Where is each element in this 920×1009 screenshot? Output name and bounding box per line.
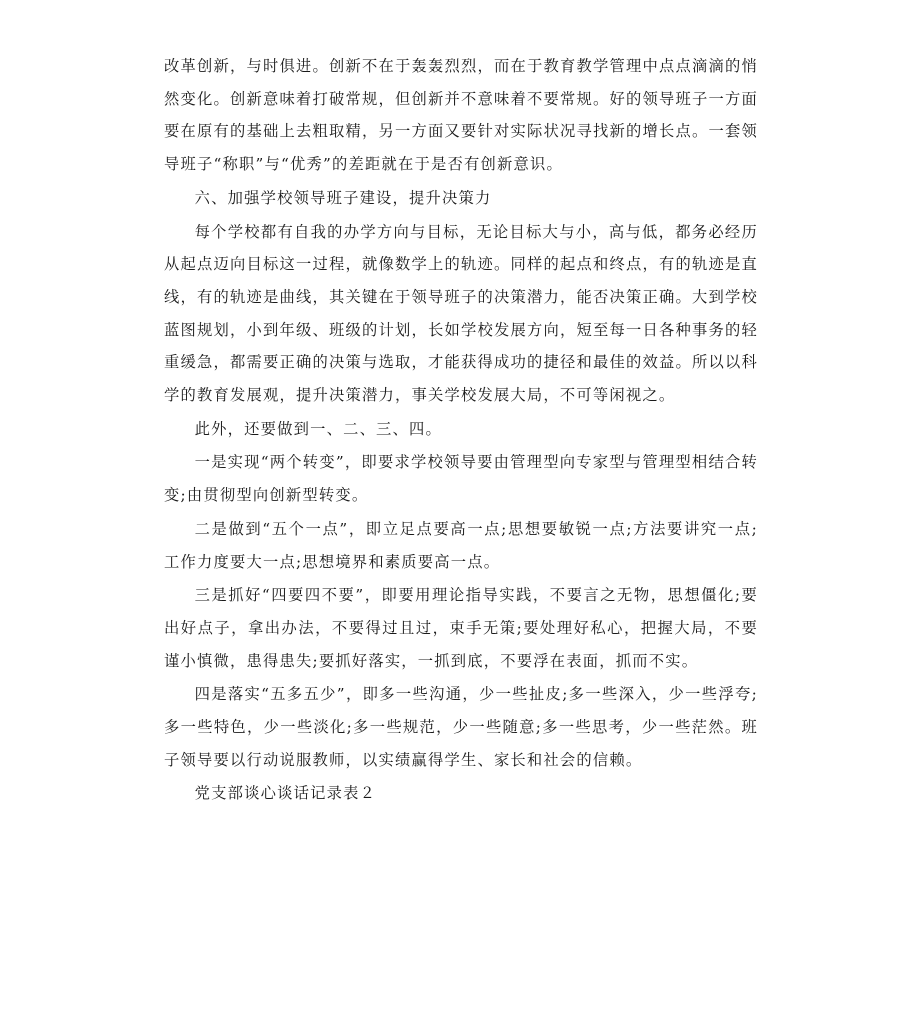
paragraph-point-three: 三是抓好“四要四不要”，即要用理论指导实践，不要言之无物，思想僵化;要出好点子，拿出办法，不要得过且过，束手无策;要处理好私心，把握大局，不要谨小慎微，患得患失;要抓好落实，一抓到底，不要浮在表面，抓而不实。 [164,586,758,670]
paragraph-decision: 每个学校都有自我的办学方向与目标，无论目标大与小，高与低，都务必经历从起点迈向目标这一过程，就像数学上的轨迹。同样的起点和终点，有的轨迹是直线，有的轨迹是曲线，其关键在于领导班子的决策潜力，能否决策正确。大到学校蓝图规划，小到年级、班级的计划，长如学校发展方向，短至每一日各种事务的轻重缓急，都需要正确的决策与选取，才能获得成功的捷径和最佳的效益。所以以科学的教育发展观，提升决策潜力，事关学校发展大局，不可等闲视之。 [164,222,758,405]
paragraph-point-one: 一是实现“两个转变”，即要求学校领导要由管理型向专家型与管理型相结合转变;由贯彻型向创新型转变。 [164,453,758,505]
document-page [164,50,758,811]
paragraph-innovation: 改革创新，与时俱进。创新不在于轰轰烈烈，而在于教育教学管理中点点滴滴的悄然变化。创新意味着打破常规，但创新并不意味着不要常规。好的领导班子一方面要在原有的基础上去粗取精，另一方面又要针对实际状况寻找新的增长点。一套领导班子“称职”与“优秀”的差距就在于是否有创新意识。 [164,57,758,174]
paragraph-additionally: 此外，还要做到一、二、三、四。 [194,419,443,438]
paragraph-point-two: 二是做到“五个一点”，即立足点要高一点;思想要敏锐一点;方法要讲究一点;工作力度要大一点;思想境界和素质要高一点。 [164,519,758,571]
section-heading-six: 六、加强学校领导班子建设，提升决策力 [194,188,492,207]
paragraph-point-four: 四是落实“五多五少”，即多一些沟通，少一些扯皮;多一些深入，少一些浮夸;多一些特色，少一些淡化;多一些规范，少一些随意;多一些思考，少一些茫然。班子领导要以行动说服教师，以实绩赢得学生、家长和社会的信赖。 [164,685,758,769]
next-document-title: 党支部谈心谈话记录表２ [194,784,377,803]
